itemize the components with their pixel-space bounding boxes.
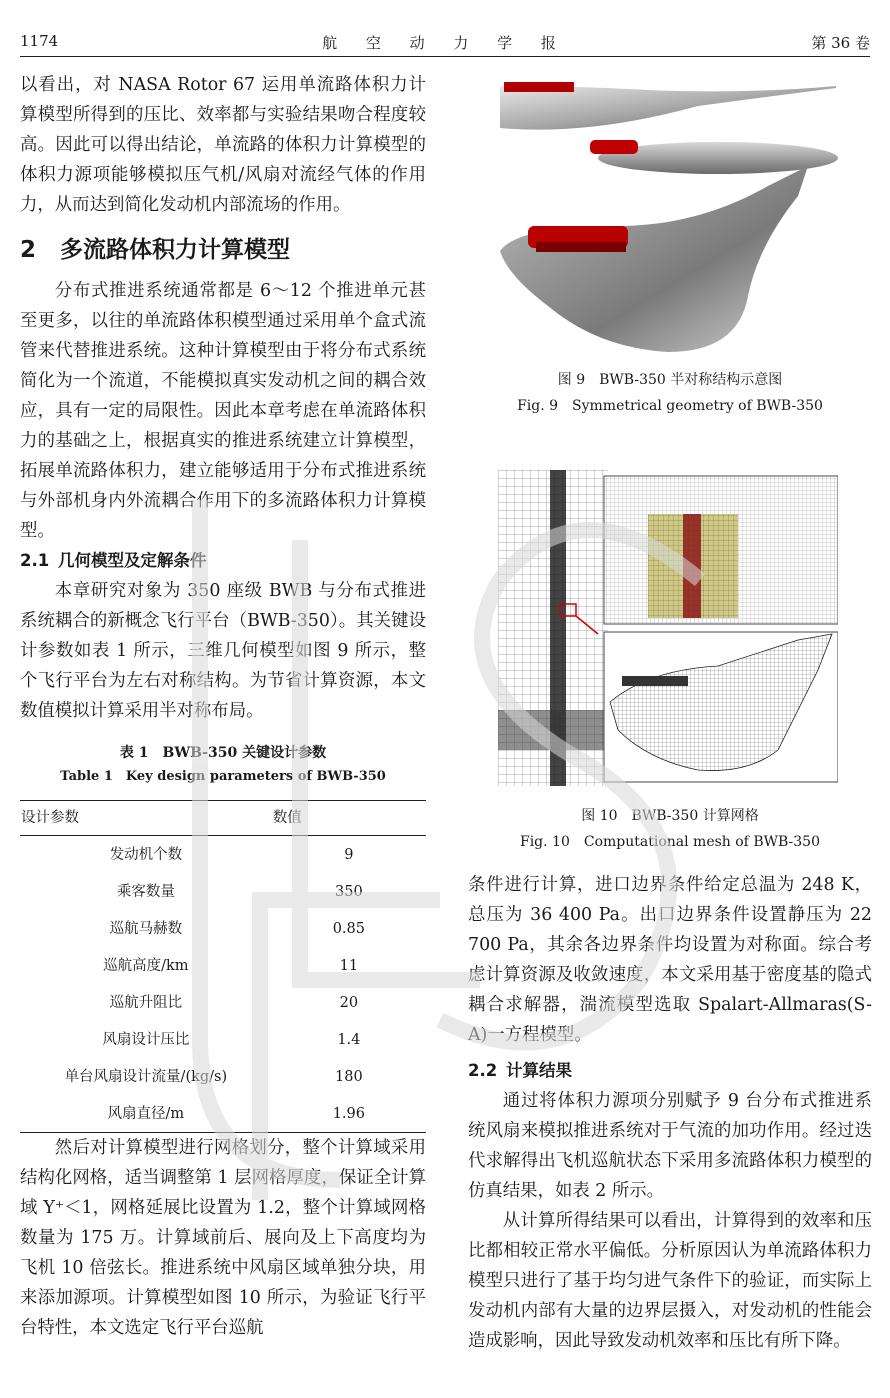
value-cell: 9 (344, 846, 354, 863)
boundary-conditions-paragraph: 条件进行计算，进口边界条件给定总温为 248 K，总压为 36 400 Pa。出口边界条件设置静压为 22 700 Pa，其余各边界条件均设置为对称面。综合考虑计算资源及收敛速度，本文采用基于密度基的隐式耦合求解器，湍流模型选取 Spalart-Allmaras(S-A)一方程模型。 (468, 875, 872, 1045)
figure-9-caption-en: Fig. 9 Symmetrical geometry of BWB-350 (517, 398, 823, 414)
volume-label: 第 36 卷 (811, 34, 870, 52)
figure-9-image (498, 76, 838, 352)
results-paragraph-2: 从计算所得结果可以看出，计算得到的效率和压比都相较正常水平偏低。分析原因认为单流路体积力模型只进行了基于均匀进气条件下的验证，而实际上发动机内部有大量的边界层摄入，对发动机的性能会造成影响，因此导致发动机效率和压比有所下降。 (468, 1211, 872, 1351)
param-cell: 乘客数量 (116, 883, 175, 900)
param-cell: 风扇直径/m (20, 1095, 272, 1133)
table-row (20, 1095, 426, 1133)
table-row (20, 1058, 426, 1095)
param-cell: 风扇设计压比 (102, 1031, 190, 1048)
param-cell: 发动机个数 (109, 846, 183, 863)
left-column (20, 70, 426, 1343)
table-1-caption-cn: 表 1 BWB-350 关键设计参数 (119, 745, 327, 761)
section-2-paragraph: 分布式推进系统通常都是 6～12 个推进单元甚至更多，以往的单流路体积模型通过采用单个盒式流管来代替推进系统。这种计算模型由于将分布式系统简化为一个流道，不能模拟真实发动机之间的耦合效应，具有一定的局限性。因此本章考虑在单流路体积力的基础之上，根据真实的推进系统建立计算模型，拓展单流路体积力，建立能够适用于分布式推进系统与外部机身内外流耦合作用下的多流路体积力计算模型。 (20, 281, 426, 541)
subsection-number: 2.2 (468, 1061, 498, 1080)
computational-mesh-illustration (498, 470, 838, 786)
section-title: 多流路体积力计算模型 (60, 237, 290, 263)
figure-10-caption-cn: 图 10 BWB-350 计算网格 (581, 808, 759, 824)
value-cell: 20 (339, 994, 359, 1011)
value-cell: 350 (335, 883, 363, 900)
section-2-2-heading (468, 1056, 872, 1086)
value-cell: 180 (335, 1068, 363, 1085)
section-2-1-heading (20, 546, 426, 576)
right-column (468, 870, 872, 1356)
value-cell: 1.4 (337, 1031, 361, 1048)
page-number: 1174 (20, 32, 59, 50)
table-row (20, 836, 426, 874)
value-cell: 1.96 (272, 1095, 426, 1133)
table-row (20, 947, 426, 984)
table-header-row (20, 801, 426, 836)
param-cell: 巡航升阻比 (109, 994, 183, 1011)
table-row (20, 873, 426, 910)
mesh-paragraph: 然后对计算模型进行网格划分，整个计算域采用结构化网格，适当调整第 1 层网格厚度，保证全计算域 Y⁺＜1，网格延展比设置为 1.2，整个计算域网格数量为 175 万。计算域前后、展向及上下高度均为飞机 10 倍弦长。推进系统中风扇区域单独分块，用来添加源项。计算模型如图 10 所示，为验证飞行平台特性，本文选定飞行平台巡航 (20, 1138, 426, 1338)
section-number: 2 (20, 237, 37, 263)
section-2-heading (20, 230, 426, 270)
figure-10-caption-en: Fig. 10 Computational mesh of BWB-350 (519, 834, 820, 850)
section-2-1-paragraph: 本章研究对象为 350 座级 BWB 与分布式推进系统耦合的新概念飞行平台（BWB-350）。其关键设计参数如表 1 所示，三维几何模型如图 9 所示，整个飞行平台为左右对称结构。为节省计算资源，本文数值模拟计算采用半对称布局。 (20, 581, 426, 721)
page-header (20, 30, 870, 57)
col-header-parameter: 设计参数 (20, 801, 272, 836)
journal-title: 航 空 动 力 学 报 (322, 34, 568, 52)
table-row (20, 1021, 426, 1058)
param-cell: 巡航马赫数 (109, 920, 183, 937)
subsection-title: 计算结果 (506, 1061, 572, 1080)
subsection-number: 2.1 (20, 551, 50, 570)
figure-10-image (498, 470, 838, 786)
col-header-value: 数值 (272, 801, 426, 836)
value-cell: 11 (339, 957, 359, 974)
table-1-caption-en: Table 1 Key design parameters of BWB-350 (60, 769, 386, 784)
subsection-title: 几何模型及定解条件 (58, 551, 207, 570)
intro-paragraph: 以看出，对 NASA Rotor 67 运用单流路体积力计算模型所得到的压比、效率都与实验结果吻合程度较高。因此可以得出结论，单流路的体积力计算模型的体积力源项能够模拟压气机/风扇对流经气体的作用力，从而达到简化发动机内部流场的作用。 (20, 75, 426, 215)
table-row (20, 910, 426, 947)
value-cell: 0.85 (332, 920, 365, 937)
param-cell: 单台风扇设计流量/(kg/s) (64, 1068, 228, 1085)
table-row (20, 984, 426, 1021)
table-1 (20, 800, 426, 1133)
figure-9-caption-cn: 图 9 BWB-350 半对称结构示意图 (557, 372, 783, 388)
bwb-geometry-illustration (498, 76, 838, 352)
param-cell: 巡航高度/km (103, 957, 189, 974)
results-paragraph-1: 通过将体积力源项分别赋予 9 台分布式推进系统风扇来模拟推进系统对于气流的加功作用。经过迭代求解得出飞机巡航状态下采用多流路体积力模型的仿真结果，如表 2 所示。 (468, 1091, 872, 1201)
